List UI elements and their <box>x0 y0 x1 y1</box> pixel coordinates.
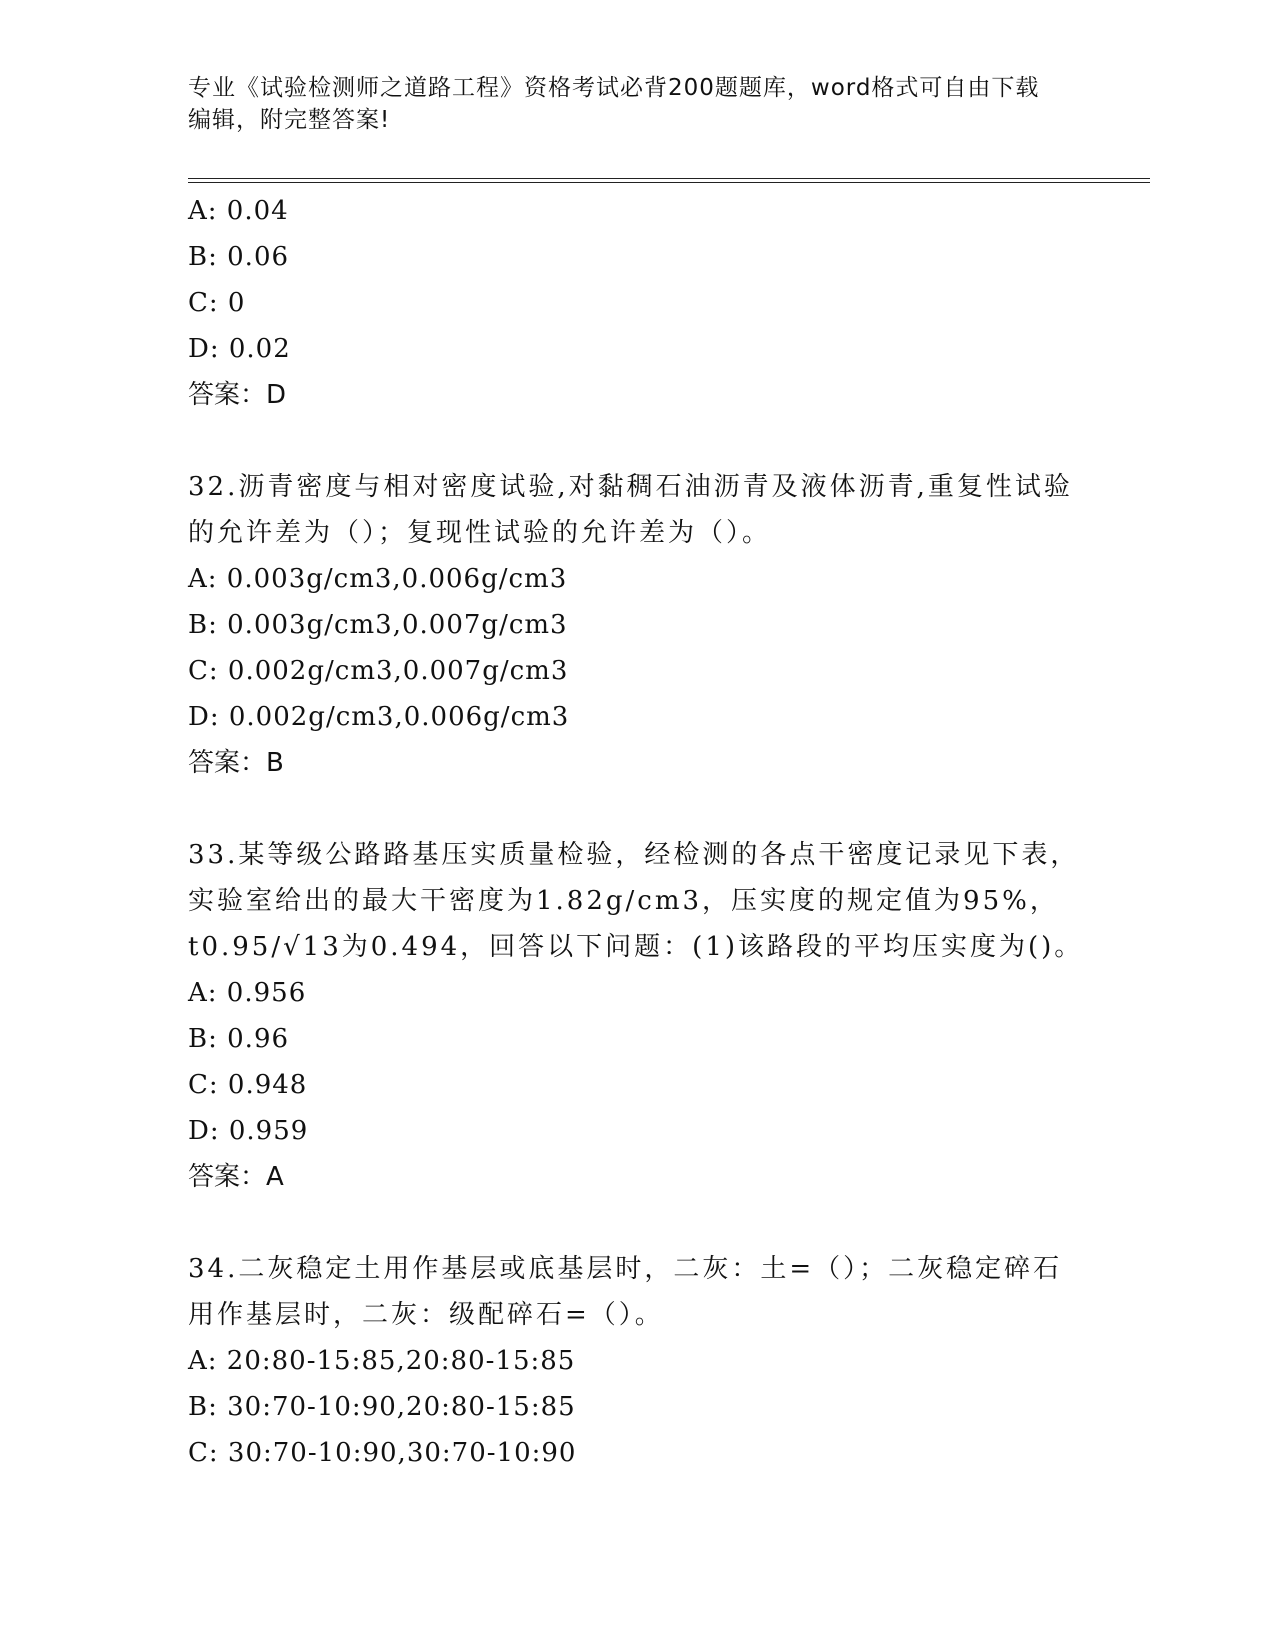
answer-line: 答案：D <box>188 380 287 410</box>
option-d: D: 0.02 <box>188 334 291 364</box>
option-c: C: 0.002g/cm3,0.007g/cm3 <box>188 656 569 686</box>
option-d: D: 0.959 <box>188 1116 309 1146</box>
option-b: B: 0.003g/cm3,0.007g/cm3 <box>188 610 568 640</box>
spacer <box>188 1200 1088 1246</box>
option-a: A: 0.956 <box>188 978 307 1008</box>
option-a: A: 0.003g/cm3,0.006g/cm3 <box>188 564 568 594</box>
option-b: B: 0.06 <box>188 242 290 272</box>
option-d: D: 0.002g/cm3,0.006g/cm3 <box>188 702 570 732</box>
option-a: A: 0.04 <box>188 196 289 226</box>
option-c: C: 0 <box>188 288 246 318</box>
document-header <box>188 72 1088 136</box>
option-c: C: 30:70-10:90,30:70-10:90 <box>188 1438 577 1468</box>
header-divider <box>188 178 1150 183</box>
question-text-line-1: 34.二灰稳定土用作基层或底基层时，二灰：土=（）；二灰稳定碎石 <box>188 1254 1063 1284</box>
question-text-line-2: 用作基层时，二灰：级配碎石=（）。 <box>188 1300 664 1330</box>
question-text-line-3: t0.95/√13为0.494，回答以下问题：(1)该路段的平均压实度为()。 <box>188 932 1084 962</box>
header-title-line-1: 专业《试验检测师之道路工程》资格考试必背200题题库，word格式可自由下载 <box>188 75 1040 101</box>
question-text-line-2: 的允许差为（）；复现性试验的允许差为（）。 <box>188 518 772 548</box>
answer-line: 答案：A <box>188 1162 284 1192</box>
spacer <box>188 786 1088 832</box>
question-33 <box>188 832 1088 1200</box>
option-a: A: 20:80-15:85,20:80-15:85 <box>188 1346 576 1376</box>
option-b: B: 30:70-10:90,20:80-15:85 <box>188 1392 576 1422</box>
question-31-partial <box>188 188 1088 418</box>
spacer <box>188 418 1088 464</box>
question-text-line-2: 实验室给出的最大干密度为1.82g/cm3，压实度的规定值为95%， <box>188 886 1059 916</box>
question-32 <box>188 464 1088 786</box>
question-34 <box>188 1246 1088 1476</box>
option-b: B: 0.96 <box>188 1024 290 1054</box>
question-text-line-1: 33.某等级公路路基压实质量检验，经检测的各点干密度记录见下表， <box>188 840 1080 870</box>
header-title-line-2: 编辑，附完整答案! <box>188 107 391 133</box>
question-content <box>188 188 1088 1476</box>
answer-line: 答案：B <box>188 748 284 778</box>
question-text-line-1: 32.沥青密度与相对密度试验,对黏稠石油沥青及液体沥青,重复性试验 <box>188 472 1073 502</box>
option-c: C: 0.948 <box>188 1070 308 1100</box>
